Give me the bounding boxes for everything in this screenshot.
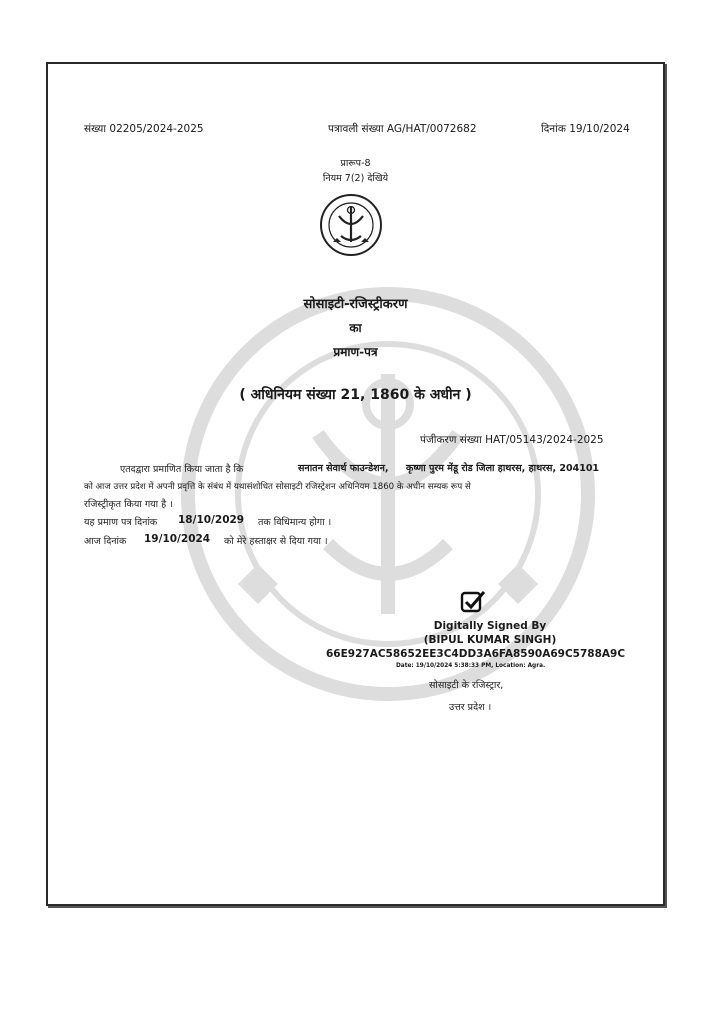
signed-date: 19/10/2024: [144, 533, 211, 545]
certificate-frame: [46, 62, 665, 906]
signature-meta: Date: 19/10/2024 5:38:33 PM, Location: Agra.: [396, 663, 546, 669]
validity-date: 18/10/2029: [178, 514, 245, 526]
certificate-title-line2: का: [349, 321, 362, 335]
rule-reference: नियम 7(2) देखिये: [322, 173, 389, 184]
up-govt-emblem-icon: [319, 192, 383, 258]
letter-number: संख्या 02205/2024-2025: [84, 123, 204, 135]
registrar-designation: सोसाइटी के रजिस्ट्रार,: [429, 680, 504, 691]
digital-signature-label: Digitally Signed By: [433, 620, 547, 632]
header-date: दिनांक 19/10/2024: [541, 123, 630, 135]
certification-line2: को आज उत्तर प्रदेश में अपनी प्रवृत्ति के संबंध में यथासंशोधित सोसाइटी रजिस्ट्रेशन अधिनियम 1860 के अधीन सम्यक रूप से: [84, 482, 471, 492]
signer-name: (BIPUL KUMAR SINGH): [423, 634, 557, 646]
file-number: पत्रावली संख्या AG/HAT/0072682: [328, 123, 477, 135]
certificate-title-line3: प्रमाण-पत्र: [333, 345, 378, 359]
signed-suffix: को मेरे हस्ताक्षर से दिया गया ।: [224, 536, 328, 547]
form-number: प्रारूप-8: [340, 158, 371, 169]
registrar-state: उत्तर प्रदेश ।: [449, 702, 492, 713]
society-address: कृष्णा पुरम मेंडू रोड जिला हाथरस, हाथरस, 204101: [406, 463, 600, 474]
certification-prefix: एतदद्वारा प्रमाणित किया जाता है कि: [120, 464, 244, 475]
validity-prefix: यह प्रमाण पत्र दिनांक: [84, 517, 158, 528]
certification-line3: रजिस्ट्रीकृत किया गया है ।: [84, 499, 173, 510]
act-reference: ( अधिनियम संख्या 21, 1860 के अधीन ): [239, 387, 472, 403]
signature-hash: 66E927AC58652EE3C4DD3A6FA8590A69C5788A9C: [326, 648, 626, 660]
registration-number: पंजीकरण संख्या HAT/05143/2024-2025: [420, 434, 604, 446]
validity-suffix: तक विधिमान्य होगा ।: [258, 517, 332, 528]
signed-prefix: आज दिनांक: [84, 536, 127, 547]
certificate-title-line1: सोसाइटी-रजिस्ट्रीकरण: [303, 297, 408, 312]
society-name: सनातन सेवार्थ फाउन्डेशन,: [298, 463, 389, 474]
signature-check-icon: [460, 589, 486, 615]
